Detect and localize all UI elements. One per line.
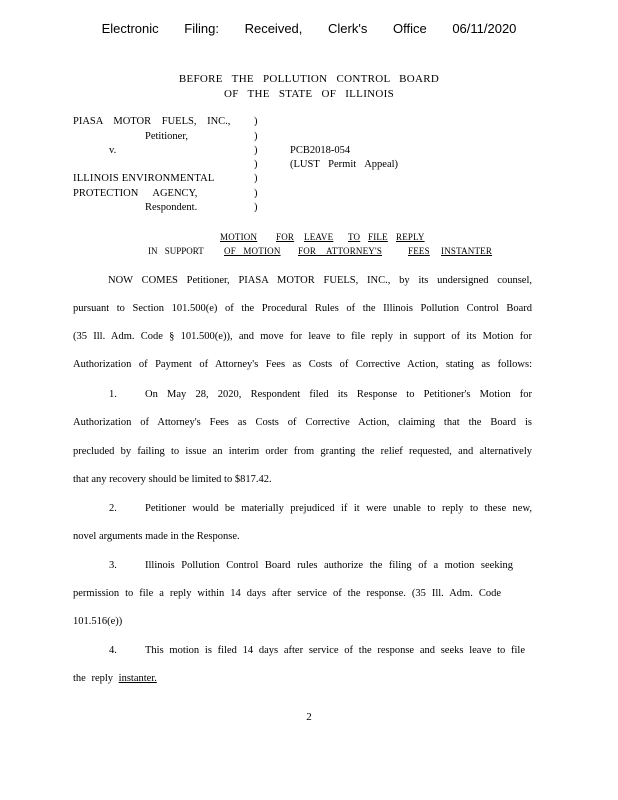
title-word: TO [348,232,361,242]
respondent-role: Respondent. [145,202,198,213]
stamp-word: Office [392,21,427,36]
paragraph-line: 101.516(e)) [73,616,123,627]
petitioner-role: Petitioner, [145,131,189,142]
intro-line: NOW COMES Petitioner, PIASA MOTOR FUELS, INC., by its undersigned counsel, [108,275,532,286]
respondent-name-line1: ILLINOIS ENVIRONMENTAL [73,173,215,184]
stamp-word: Clerk's [328,21,368,36]
stamp-word: Received, [244,21,303,36]
stamp-date: 06/11/2020 [452,21,517,36]
paragraph-text: the reply [73,673,114,684]
title-word: REPLY [396,232,425,242]
versus: v. [109,145,117,156]
respondent-name-line2: PROTECTION AGENCY, [73,188,198,199]
caption-paren: ) [254,159,258,170]
title-word: FOR [276,232,295,242]
instanter-term: instanter. [118,673,157,684]
intro-line: (35 Ill. Adm. Code § 101.500(e)), and move for leave to file reply in support of its Motion for [73,331,532,342]
paragraph-line: precluded by failing to issue an interim order from granting the relief requested, and alternatively [73,446,532,457]
case-type: (LUST Permit Appeal) [290,159,399,170]
title-phrase: FOR ATTORNEY'S [298,246,383,256]
paragraph-line: On May 28, 2020, Respondent filed its Response to Petitioner's Motion for [145,389,532,400]
title-word: LEAVE [304,232,334,242]
paragraph-line: Illinois Pollution Control Board rules authorize the filing of a motion seeking [145,560,513,571]
title-phrase: INSTANTER [441,246,493,256]
stamp-word: Filing: [184,21,219,36]
paragraph-number: 1. [109,389,117,400]
case-number: PCB2018-054 [290,145,351,156]
filing-stamp [0,21,618,36]
title-phrase: OF MOTION [224,246,281,256]
court-heading-line2: OF THE STATE OF ILLINOIS [223,88,395,100]
paragraph-line: Authorization of Attorney's Fees as Costs of Corrective Action, claiming that the Board is [73,417,532,428]
title-word: MOTION [220,232,258,242]
paragraph-line: that any recovery should be limited to $817.42. [73,474,272,485]
paragraph-line: novel arguments made in the Response. [73,531,240,542]
paragraph-line: Petitioner would be materially prejudiced if it were unable to reply to these new, [145,503,532,514]
title-phrase: IN SUPPORT [148,246,204,256]
paragraph-number: 3. [109,560,117,571]
paragraph-number: 2. [109,503,117,514]
caption-paren: ) [254,145,258,156]
petitioner-name: PIASA MOTOR FUELS, INC., [73,116,231,127]
intro-line: Authorization of Payment of Attorney's Fees as Costs of Corrective Action, stating as follows: [73,359,532,370]
title-word: FILE [368,232,388,242]
page-number: 2 [306,711,312,723]
caption-paren: ) [254,131,258,142]
court-heading-line1: BEFORE THE POLLUTION CONTROL BOARD [178,73,440,85]
paragraph-number: 4. [109,645,117,656]
caption-paren: ) [254,202,258,213]
paragraph-line: permission to file a reply within 14 days after service of the response. (35 Ill. Adm. Code [73,588,501,599]
stamp-word: Electronic [101,21,159,36]
caption-paren: ) [254,188,258,199]
paragraph-last-line [73,673,161,684]
title-phrase: FEES [408,246,430,256]
caption-paren: ) [254,173,258,184]
caption-paren: ) [254,116,258,127]
intro-line: pursuant to Section 101.500(e) of the Procedural Rules of the Illinois Pollution Control Board [73,303,532,314]
paragraph-line: This motion is filed 14 days after service of the response and seeks leave to file [145,645,525,656]
